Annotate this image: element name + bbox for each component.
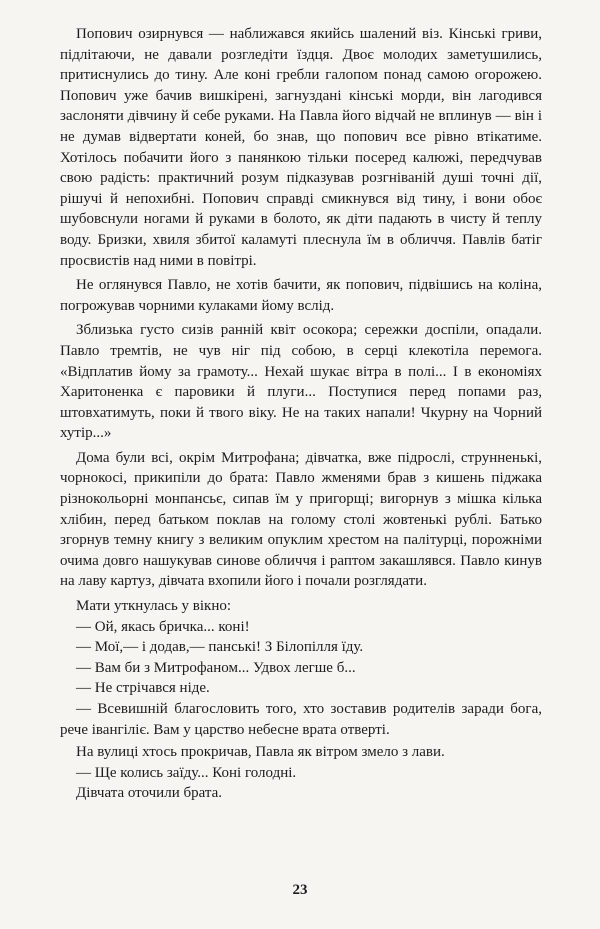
- dialogue-line: — Ще колись заїду... Коні голодні.: [76, 764, 297, 781]
- paragraph: Мати уткнулась у вікно:: [76, 598, 232, 615]
- paragraph: Дома були всі, окрім Митрофана; дівчатка, вже підрослі, струнненькі, чорнокосі, прикипіли до брата: Павло жменями брав з кишень піджака різнокольорні монпансьє, сипав їм у пригорщі; вигорнув з мішка кілька хлібин, перед батьком поклав на голому столі жовтенькі рублі. Батько згорнув темну книгу з великим опуклим хрестом на палітурці, порожніми очима довго нашукував синове обличчя і раптом закашлявся. Павло кинув на лаву картуз, дівчата вхопили його і почали розглядати.: [60, 449, 542, 590]
- paragraph: Дівчата оточили брата.: [76, 785, 223, 802]
- paragraph: Зблизька густо сизів ранній квіт осокора; сережки доспіли, опадали. Павло тремтів, не чув ніг під собою, в серці клекотіла перемога. «Відплатив йому за грамоту... Нехай шукає вітра в полі... І в економіях Харитоненка є паровики й плуги... Поступися перед попами раз, штовхатимуть, поки й твого віку. Не на таких напали! Чкурну на Чорний хутір...»: [60, 322, 542, 442]
- dialogue-line: — Вам би з Митрофаном... Удвох легше б...: [76, 659, 356, 676]
- dialogue-line: — Всевишній благословить того, хто зоставив родителів заради бога, рече івангіліє. Вам у царство небесне врата отверті.: [60, 701, 542, 738]
- page-number: 23: [292, 882, 308, 898]
- paragraph: Попович озирнувся — наближався якийсь шалений віз. Кінські гриви, підлітаючи, не давали розгледіти їздця. Двоє молодих заметушились, притиснулись до тину. Але коні гребли галопом понад самою огорожею. Попович уже бачив вишкірені, загнуздані кінські морди, він лагодився заслоняти дівчину й себе руками. На Павла його відчай не вплинув — він і не думав відвертати коней, бо знав, що попович все рівно втікатиме. Хотілось побачити його з панянкою тільки посеред калюжі, передчував свою радість: практичний розум підказував розгніваній душі точні дії, рішучі й непохибні. Попович справді смикнувся від тину, і вони обоє шубовснули ногами й руками в болото, як діти падають в чисту й теплу воду. Бризки, хвиля збитої каламуті плеснула їм в обличчя. Павлів батіг просвистів над ними в повітрі.: [60, 26, 542, 269]
- paragraph: Не оглянувся Павло, не хотів бачити, як попович, підвішись на коліна, погрожував чорними кулаками йому вслід.: [60, 277, 542, 314]
- dialogue-line: — Ой, якась бричка... коні!: [76, 618, 250, 635]
- dialogue-line: — Мої,— і додав,— панські! З Білопілля їду.: [76, 639, 364, 656]
- paragraph: На вулиці хтось прокричав, Павла як вітром змело з лави.: [76, 744, 445, 761]
- dialogue-line: — Не стрічався ніде.: [76, 680, 210, 697]
